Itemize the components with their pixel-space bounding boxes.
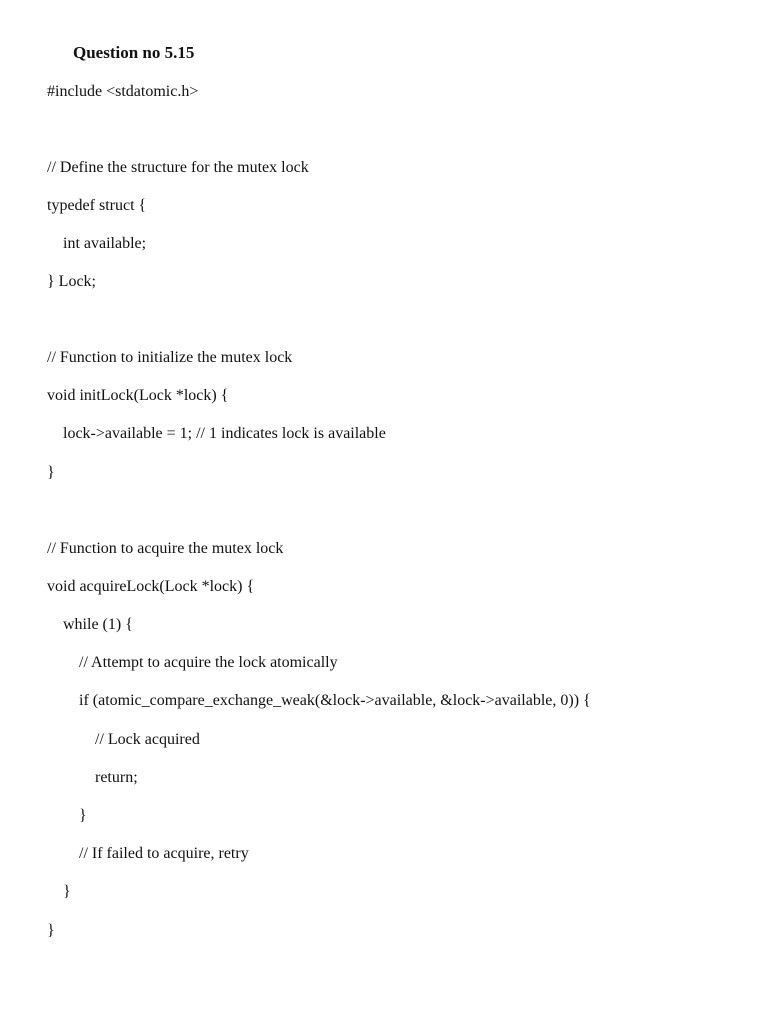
code-line-comment-acquired: // Lock acquired xyxy=(47,731,200,748)
code-line-init-signature: void initLock(Lock *lock) { xyxy=(47,387,229,404)
code-line-return: return; xyxy=(47,769,138,786)
code-line-include: #include <stdatomic.h> xyxy=(47,83,199,100)
code-line-comment-struct: // Define the structure for the mutex lock xyxy=(47,159,309,176)
code-line-comment-attempt: // Attempt to acquire the lock atomically xyxy=(47,654,338,671)
code-line-if-end: } xyxy=(47,807,87,824)
code-line-comment-acquire: // Function to acquire the mutex lock xyxy=(47,540,284,557)
code-line-field: int available; xyxy=(47,235,147,252)
code-line-typedef: typedef struct { xyxy=(47,197,147,214)
code-line-comment-retry: // If failed to acquire, retry xyxy=(47,845,249,862)
code-line-init-body: lock->available = 1; // 1 indicates lock is available xyxy=(47,425,386,442)
code-line-while-end: } xyxy=(47,883,71,900)
code-line-while: while (1) { xyxy=(47,616,133,633)
code-line-struct-end: } Lock; xyxy=(47,273,96,290)
code-line-init-end: } xyxy=(47,464,55,481)
code-line-if: if (atomic_compare_exchange_weak(&lock->available, &lock->available, 0)) { xyxy=(47,692,591,709)
code-line-acquire-end: } xyxy=(47,922,55,939)
code-line-acquire-signature: void acquireLock(Lock *lock) { xyxy=(47,578,255,595)
document-title: Question no 5.15 xyxy=(73,43,195,62)
code-line-comment-init: // Function to initialize the mutex lock xyxy=(47,349,293,366)
